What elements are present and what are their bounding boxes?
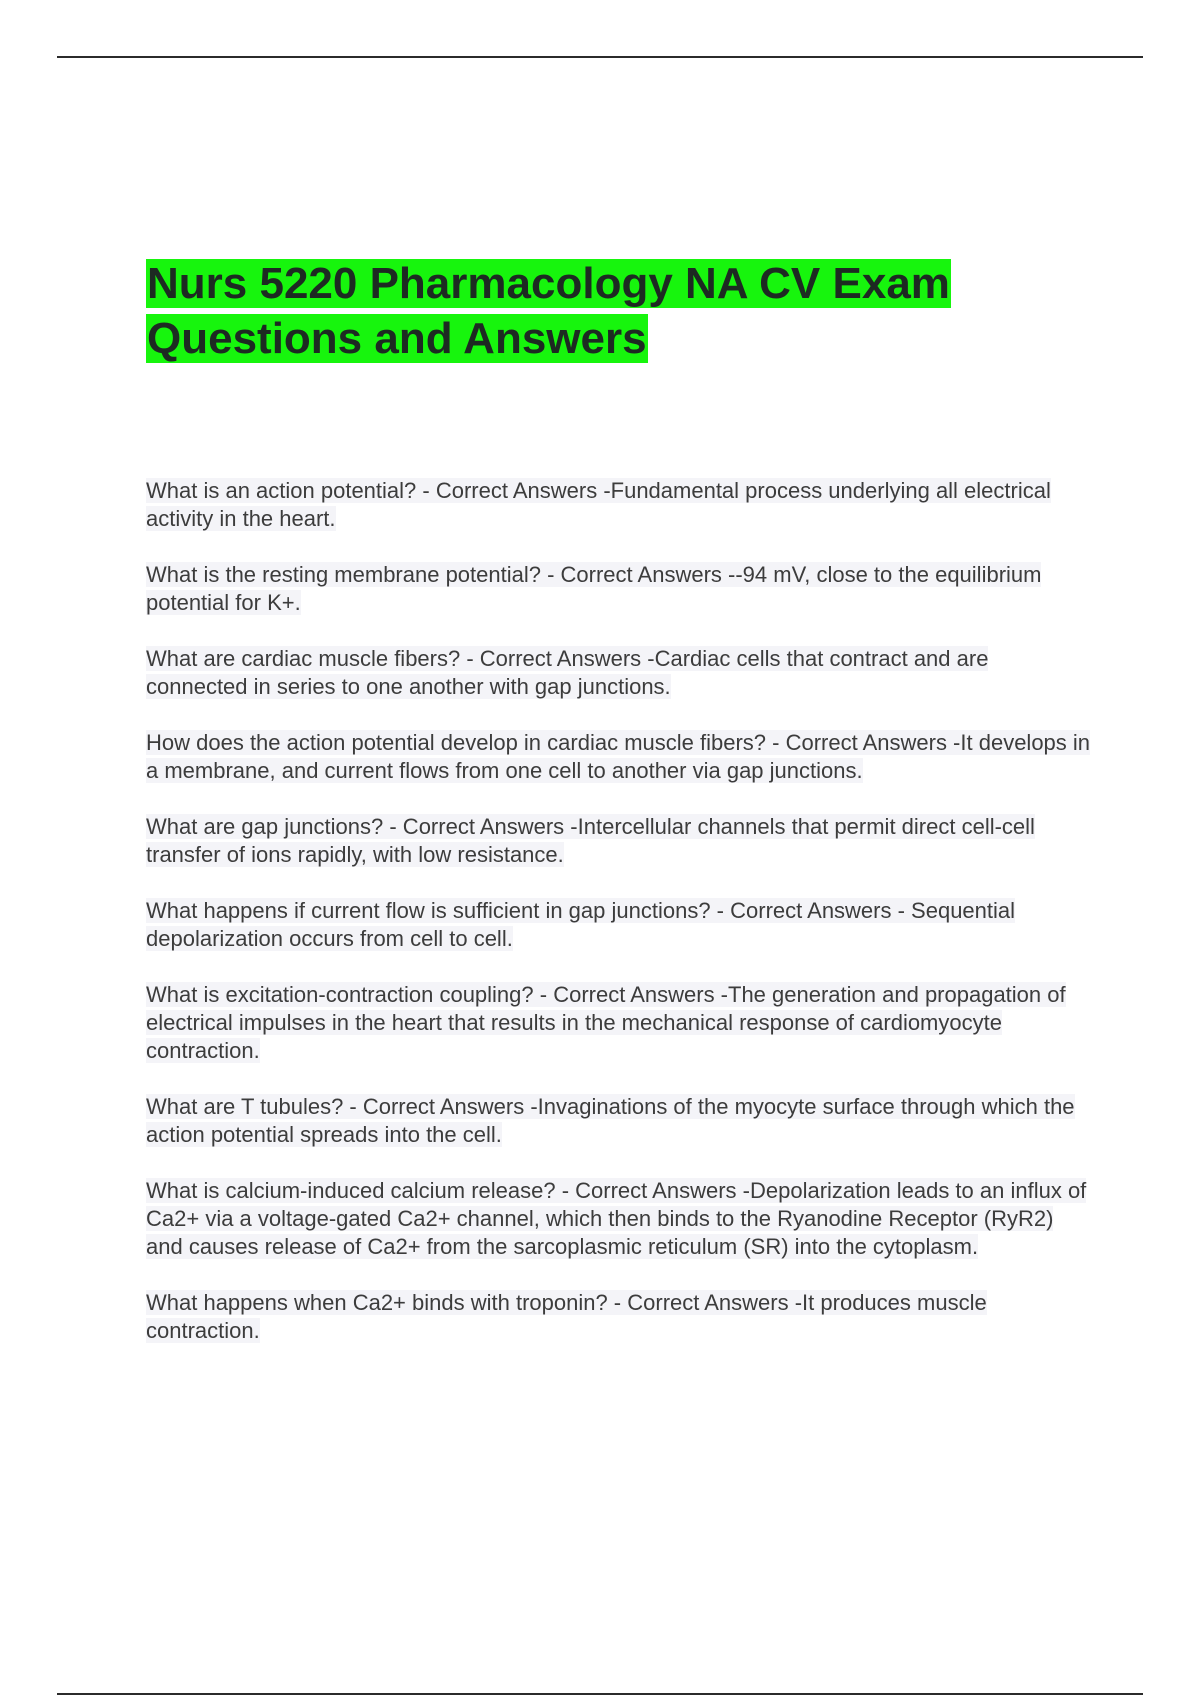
qa-text: What are T tubules? - Correct Answers -Invaginations of the myocyte surface through which the action potential spreads into the cell. <box>146 1094 1075 1147</box>
qa-text: What is the resting membrane potential? - Correct Answers --94 mV, close to the equilibrium potential for K+. <box>146 562 1042 615</box>
qa-text: What happens if current flow is sufficient in gap junctions? - Correct Answers - Sequential depolarization occurs from cell to cell. <box>146 898 1016 951</box>
qa-item <box>146 477 1096 533</box>
title-line-2: Questions and Answers <box>147 314 647 363</box>
qa-item <box>146 1289 1096 1345</box>
qa-text: What are cardiac muscle fibers? - Correct Answers -Cardiac cells that contract and are connected in series to one another with gap junctions. <box>146 646 989 699</box>
qa-item <box>146 897 1096 953</box>
qa-item <box>146 981 1096 1065</box>
title-line-1: Nurs 5220 Pharmacology NA CV Exam <box>147 259 950 308</box>
qa-list <box>146 477 1096 1373</box>
qa-text: What is an action potential? - Correct Answers -Fundamental process underlying all electrical activity in the heart. <box>146 478 1051 531</box>
qa-item <box>146 1093 1096 1149</box>
qa-item <box>146 729 1096 785</box>
qa-text: What are gap junctions? - Correct Answers -Intercellular channels that permit direct cell-cell transfer of ions rapidly, with low resistance. <box>146 814 1035 867</box>
bottom-rule <box>57 1693 1143 1695</box>
qa-item <box>146 1177 1096 1261</box>
document-title <box>146 256 1086 366</box>
top-rule <box>57 56 1143 58</box>
qa-item <box>146 813 1096 869</box>
qa-item <box>146 561 1096 617</box>
qa-text: How does the action potential develop in cardiac muscle fibers? - Correct Answers -It develops in a membrane, and current flows from one cell to another via gap junctions. <box>146 730 1091 783</box>
qa-text: What is excitation-contraction coupling? - Correct Answers -The generation and propagation of electrical impulses in the heart that results in the mechanical response of cardiomyocyte contraction. <box>146 982 1066 1063</box>
qa-item <box>146 645 1096 701</box>
qa-text: What is calcium-induced calcium release? - Correct Answers -Depolarization leads to an influx of Ca2+ via a voltage-gated Ca2+ channel, which then binds to the Ryanodine Receptor (RyR2) and causes release of Ca2+ from the sarcoplasmic reticulum (SR) into the cytoplasm. <box>146 1178 1087 1259</box>
qa-text: What happens when Ca2+ binds with troponin? - Correct Answers -It produces muscle contraction. <box>146 1290 987 1343</box>
